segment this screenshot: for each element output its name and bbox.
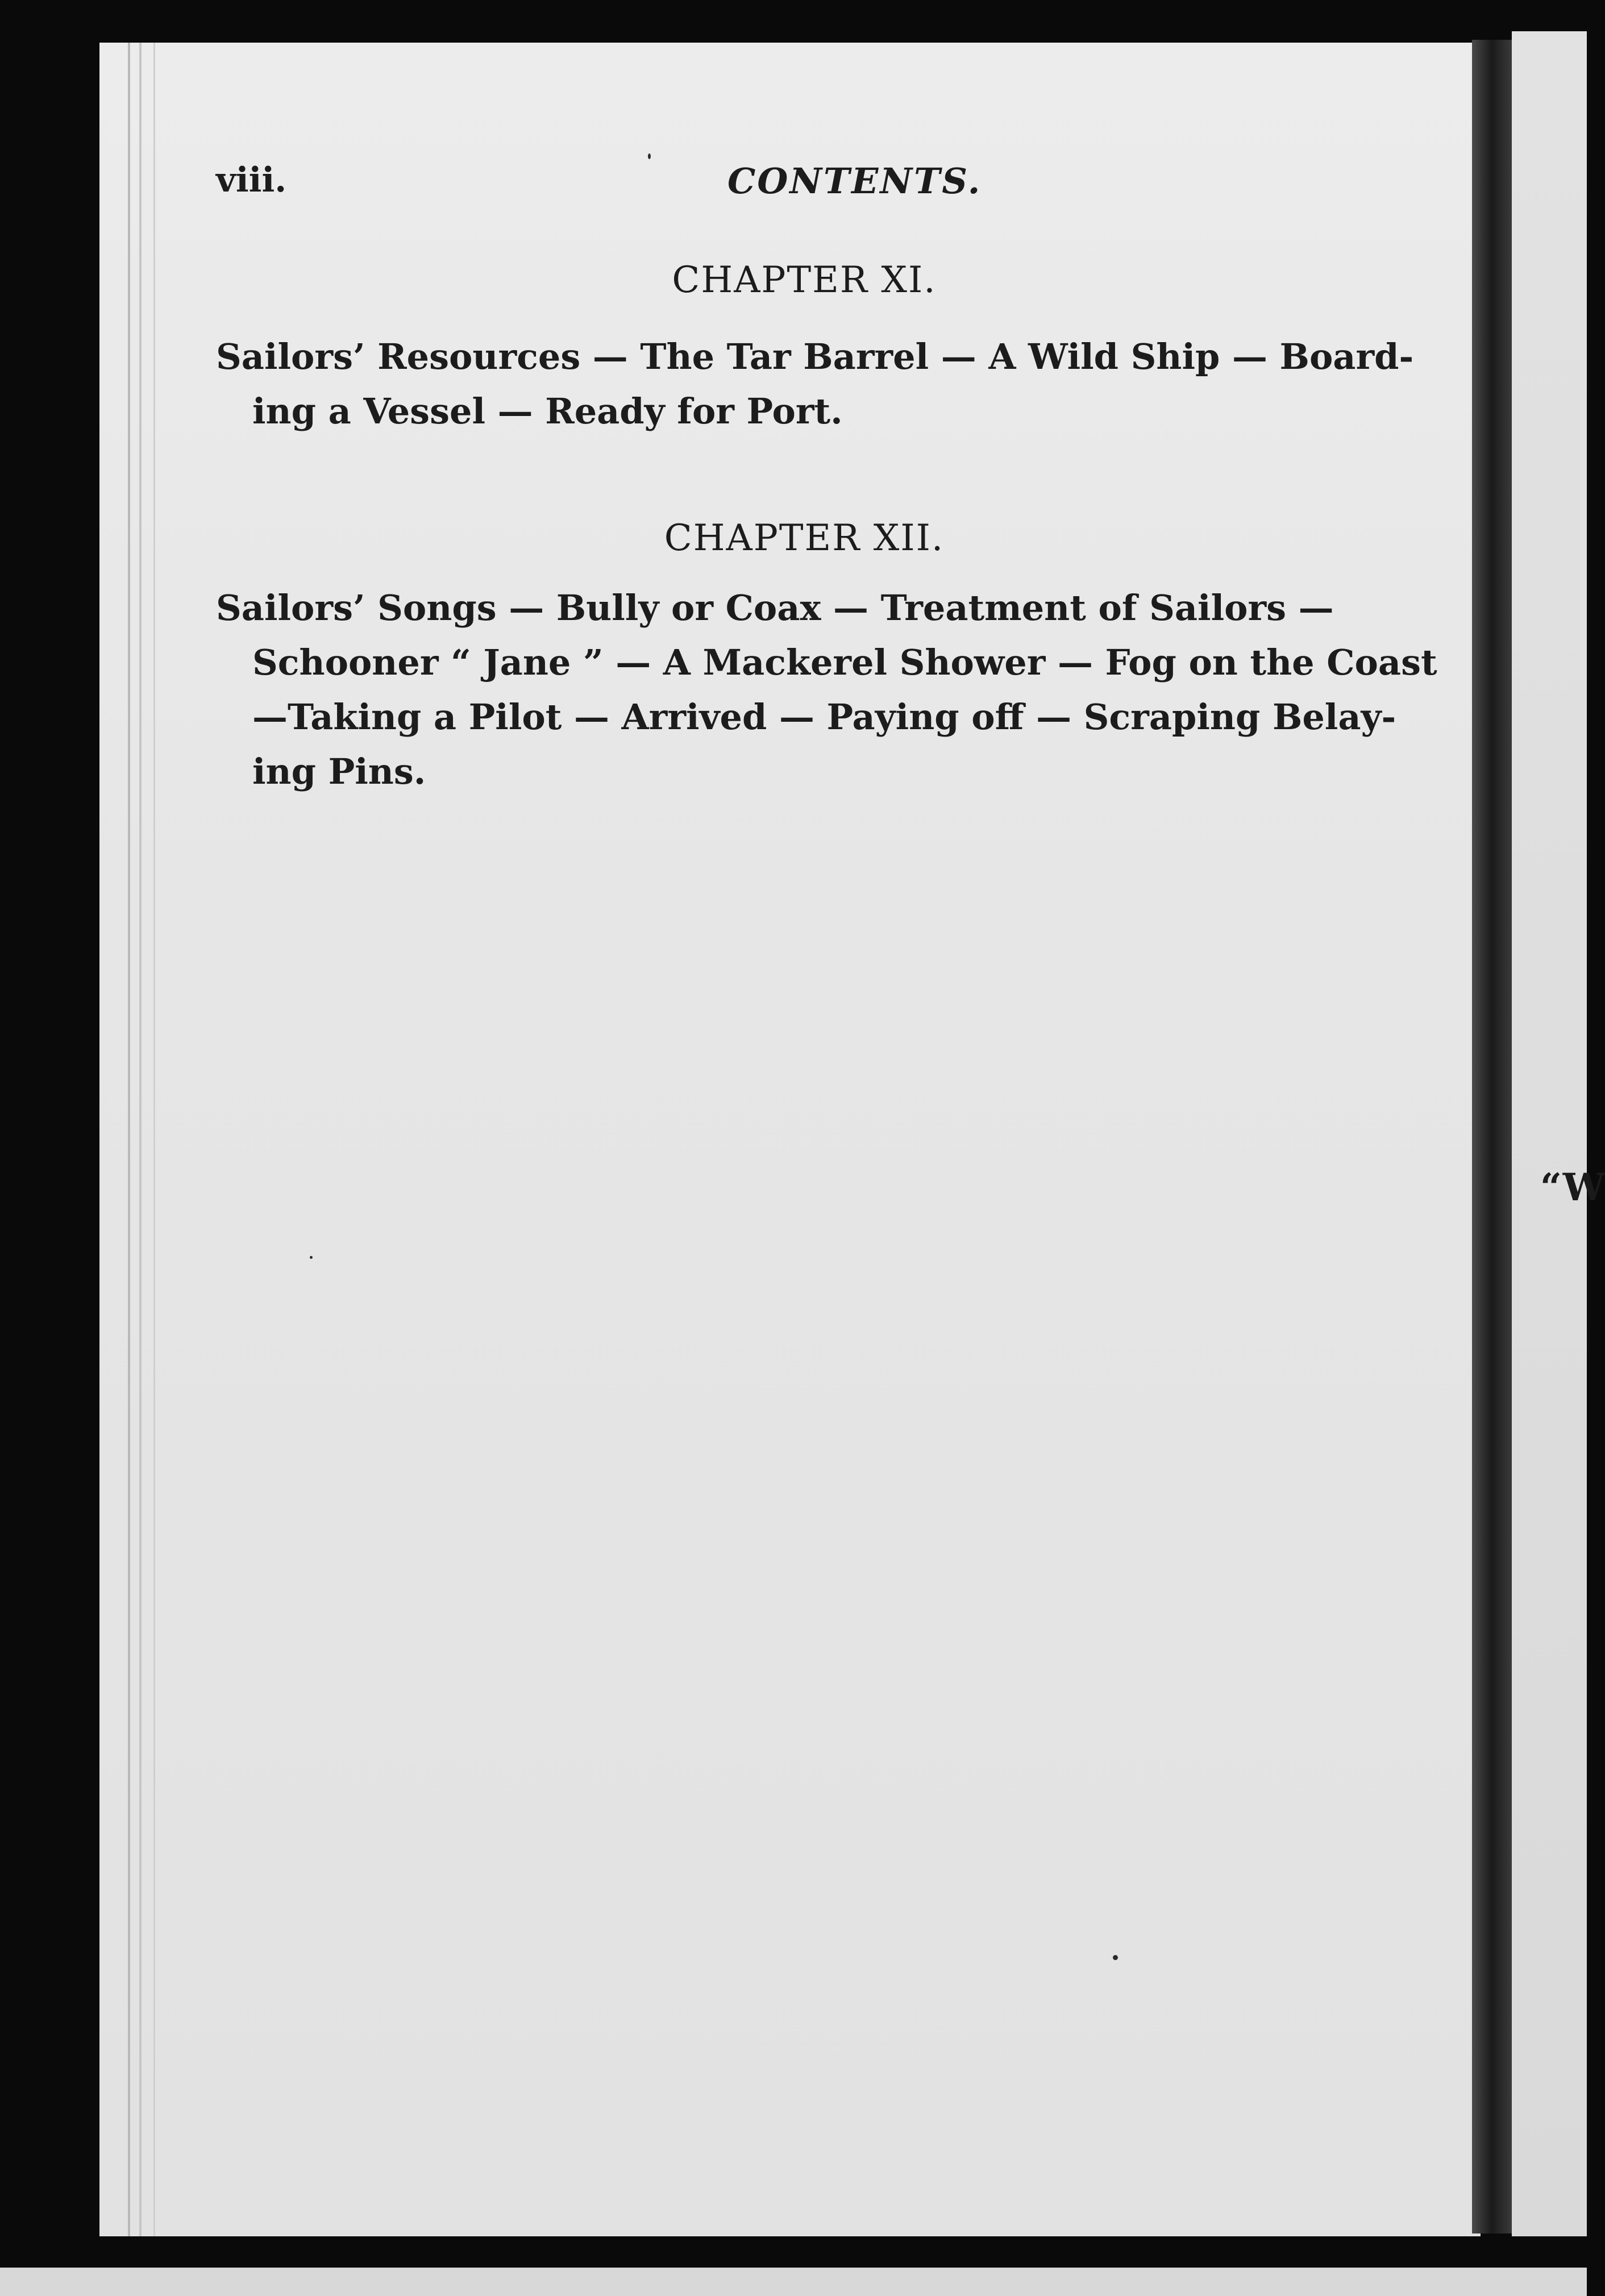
summary-line: ing Pins. [252,751,426,792]
summary-line: ing a Vessel — Ready for Port. [252,390,843,432]
summary-line: Sailors’ Resources — The Tar Barrel — A Wild Ship — Board- [216,336,1414,377]
book-spine-shadow [1472,40,1512,2233]
chapter-summary [216,330,1414,439]
paper-speck [310,1256,313,1259]
margin-rule [139,43,142,2236]
paper-speck [648,153,651,159]
adjacent-page-text-fragment: “W [1540,1165,1605,1209]
chapter-heading: CHAPTER XII. [664,517,945,559]
margin-rule [153,43,155,2236]
running-head [216,160,1392,206]
summary-line: Sailors’ Songs — Bully or Coax — Treatment of Sailors — [216,587,1334,629]
paper-speck [1113,1955,1118,1960]
running-title: CONTENTS. [727,160,982,202]
bottom-scan-strip [0,2268,1587,2296]
margin-rule [128,43,130,2236]
adjacent-page [1512,31,1587,2236]
summary-line: Schooner “ Jane ” — A Mackerel Shower — Fog on the Coast [252,642,1437,683]
page-number: viii. [216,160,287,200]
chapter-heading: CHAPTER XI. [672,259,937,301]
summary-line: —Taking a Pilot — Arrived — Paying off — Scraping Belay- [252,696,1396,738]
chapter-summary [216,581,1437,799]
